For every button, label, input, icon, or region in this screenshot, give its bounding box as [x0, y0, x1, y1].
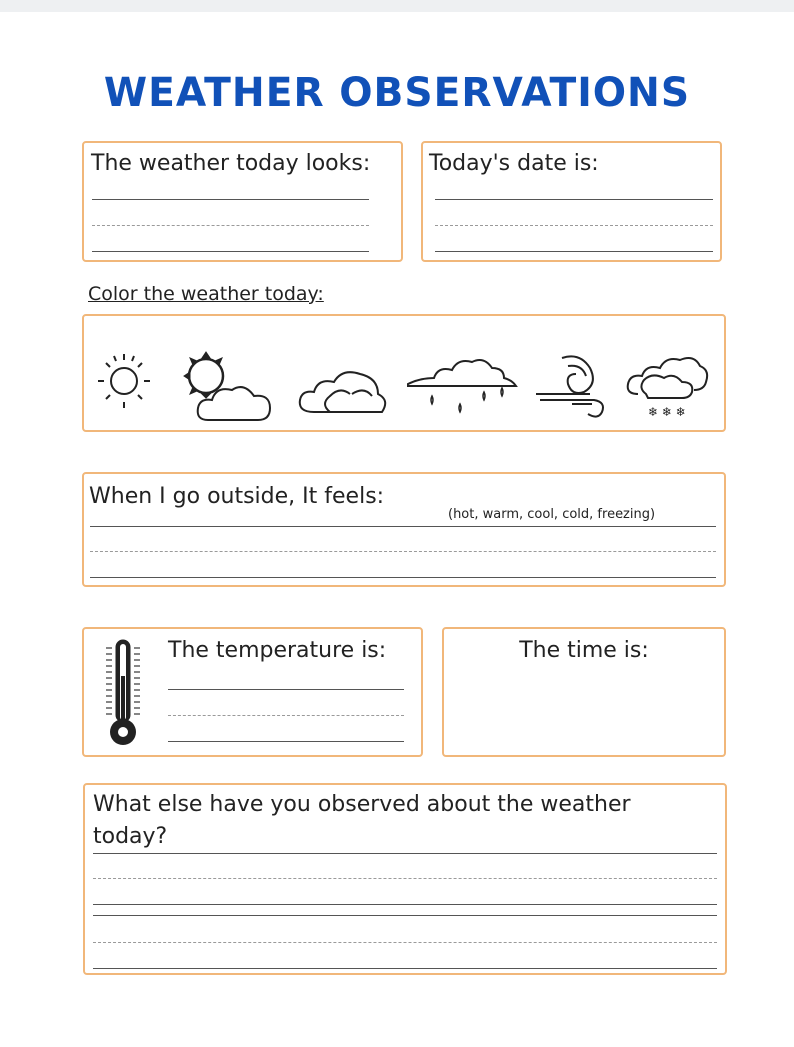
- writing-midline: [92, 225, 369, 226]
- observed-question-line1: What else have you observed about the weather: [93, 792, 631, 817]
- writing-line[interactable]: [93, 968, 717, 969]
- thermometer-icon: [100, 636, 150, 751]
- temperature-box: [82, 627, 423, 757]
- svg-text:❄ ❄ ❄: ❄ ❄ ❄: [648, 405, 686, 419]
- writing-line[interactable]: [435, 199, 713, 200]
- writing-line[interactable]: [90, 577, 716, 578]
- writing-line[interactable]: [168, 741, 404, 742]
- writing-midline: [93, 878, 717, 879]
- snow-icon[interactable]: [624, 348, 714, 423]
- feels-box: [82, 472, 726, 587]
- sun-icon[interactable]: [92, 346, 162, 416]
- color-weather-heading: Color the weather today:: [88, 283, 324, 305]
- feels-hint: (hot, warm, cool, cold, freezing): [448, 507, 656, 522]
- writing-midline: [93, 942, 717, 943]
- writing-midline: [435, 225, 713, 226]
- writing-line[interactable]: [435, 251, 713, 252]
- feels-label: When I go outside, It feels:: [89, 484, 385, 509]
- writing-line[interactable]: [92, 251, 369, 252]
- cloudy-icon[interactable]: [290, 356, 390, 416]
- worksheet-page: [0, 12, 794, 1047]
- temperature-label: The temperature is:: [168, 638, 387, 663]
- weather-icons-box: [82, 314, 726, 432]
- writing-line[interactable]: [93, 904, 717, 905]
- date-label: Today's date is:: [429, 151, 599, 176]
- writing-line[interactable]: [92, 199, 369, 200]
- writing-midline: [90, 551, 716, 552]
- writing-line[interactable]: [93, 915, 717, 916]
- writing-line[interactable]: [168, 689, 404, 690]
- rain-icon[interactable]: [404, 348, 524, 423]
- time-box: [442, 627, 726, 757]
- weather-looks-label: The weather today looks:: [91, 151, 371, 176]
- weather-looks-box: [82, 141, 403, 262]
- writing-line[interactable]: [93, 853, 717, 854]
- date-box: [421, 141, 722, 262]
- time-label: The time is:: [519, 638, 649, 663]
- writing-line[interactable]: [90, 526, 716, 527]
- page-title: WEATHER OBSERVATIONS: [103, 70, 691, 116]
- writing-midline: [168, 715, 404, 716]
- partly-cloudy-icon[interactable]: [178, 346, 278, 421]
- observed-box: [83, 783, 727, 975]
- wind-icon[interactable]: [532, 348, 612, 423]
- observed-question-line2: today?: [93, 824, 168, 849]
